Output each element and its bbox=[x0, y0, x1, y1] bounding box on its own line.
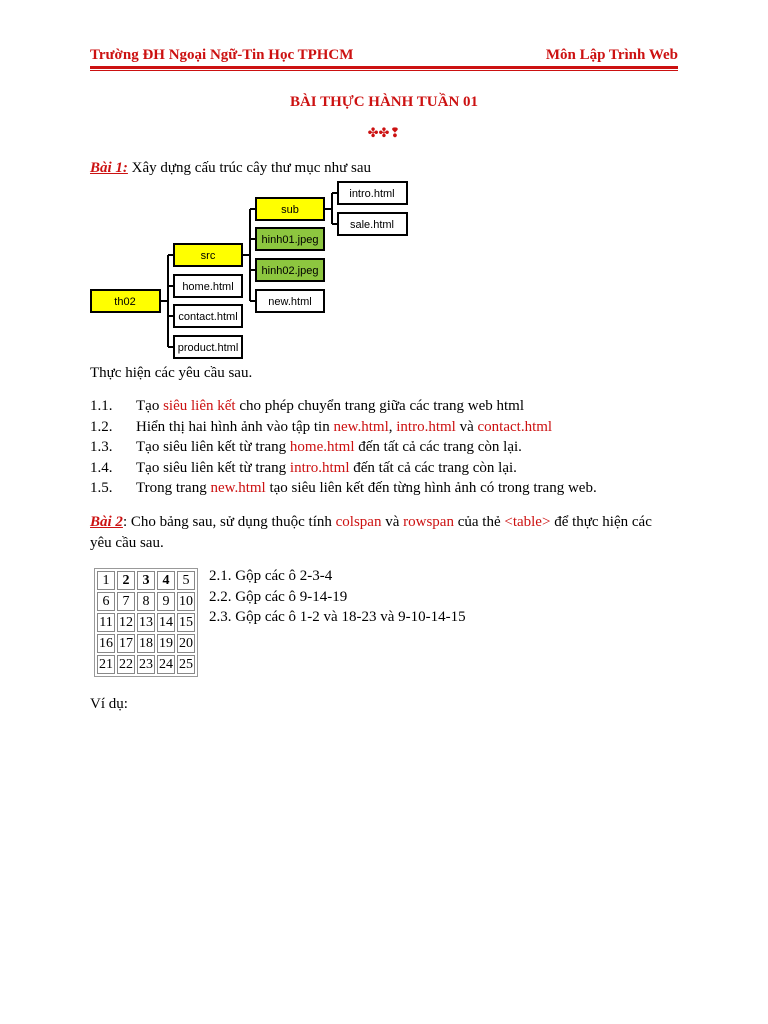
grid-cell: 23 bbox=[139, 657, 153, 672]
grid-row bbox=[97, 592, 195, 611]
grid-cell: 15 bbox=[179, 615, 193, 630]
bai1-text: Xây dựng cấu trúc cây thư mục như sau bbox=[127, 160, 371, 176]
tree-node-product-label: product.html bbox=[177, 342, 239, 354]
tree-node-hinh01 bbox=[256, 228, 324, 250]
task-text: đến tất cả các trang còn lại. bbox=[354, 439, 522, 456]
grid-row bbox=[97, 634, 195, 653]
bai2-task-2: 2.2. Gộp các ô 9-14-19 bbox=[209, 589, 348, 605]
bai2-task-3: 2.3. Gộp các ô 1-2 và 18-23 và 9-10-14-15 bbox=[209, 609, 466, 625]
bai2-heading-cont: yêu cầu sau. bbox=[90, 535, 164, 551]
task-highlight: intro.html bbox=[289, 459, 350, 476]
requirements-intro: Thực hiện các yêu cầu sau. bbox=[90, 365, 253, 381]
bai2-highlight: <table> bbox=[504, 514, 551, 530]
task-text: Hiển thị hai hình ảnh vào tập tin bbox=[136, 418, 334, 435]
task-text: đến tất cả các trang còn lại. bbox=[349, 459, 517, 476]
grid-row bbox=[97, 613, 195, 632]
bai2-heading bbox=[90, 512, 652, 532]
bai1-label: Bài 1: bbox=[90, 160, 128, 176]
task-number: 1.5. bbox=[90, 480, 113, 497]
bai2-label: Bài 2 bbox=[90, 514, 123, 530]
bai2-text bbox=[123, 514, 652, 530]
task-number: 1.4. bbox=[90, 459, 113, 476]
grid-cell: 11 bbox=[97, 613, 115, 632]
example-label: Ví dụ: bbox=[90, 696, 128, 712]
grid-cell: 21 bbox=[99, 657, 113, 672]
grid-cell: 4 bbox=[157, 571, 175, 590]
tree-node-new-label: new.html bbox=[268, 296, 312, 308]
grid-cell: 8 bbox=[137, 592, 155, 611]
tree-node-root bbox=[91, 290, 160, 312]
grid-cell: 9 bbox=[157, 592, 175, 611]
grid-cell: 14 bbox=[159, 615, 173, 630]
task-text: và bbox=[455, 418, 478, 435]
task-highlight: home.html bbox=[289, 439, 355, 456]
grid-cell: 10 bbox=[179, 594, 193, 609]
bai1-task-1 bbox=[90, 396, 597, 417]
grid-cell: 22 bbox=[119, 657, 133, 672]
tree-node-contact-label: contact.html bbox=[178, 311, 238, 323]
bai2-highlight: colspan bbox=[335, 514, 382, 530]
bai1-task-3 bbox=[90, 437, 597, 458]
task-highlight: siêu liên kết bbox=[163, 398, 236, 414]
bai2-text-part: để thực hiện các bbox=[550, 514, 652, 530]
task-text: Tạo siêu liên kết từ trang bbox=[136, 459, 290, 476]
grid-row bbox=[97, 571, 195, 590]
grid-cell: 18 bbox=[139, 636, 153, 651]
grid-cell: 2 bbox=[117, 571, 135, 590]
header-subject: Môn Lập Trình Web bbox=[545, 47, 678, 63]
bai2-text-part: : Cho bảng sau, sử dụng thuộc tính bbox=[122, 514, 336, 530]
page-title: BÀI THỰC HÀNH TUẦN 01 bbox=[289, 94, 479, 110]
bai1-task-5 bbox=[90, 478, 597, 499]
grid-cell: 24 bbox=[159, 657, 173, 672]
task-highlight: new.html bbox=[210, 480, 266, 497]
number-grid-wrap bbox=[94, 568, 198, 677]
task-text: tạo siêu liên kết đến từng hình ảnh có trong trang web. bbox=[265, 480, 597, 497]
bai1-tasks-list bbox=[90, 396, 597, 499]
tree-node-new bbox=[256, 290, 324, 312]
tree-node-hinh01-label: hinh01.jpeg bbox=[261, 234, 319, 246]
header-school: Trường ĐH Ngoại Ngữ-Tin Học TPHCM bbox=[90, 47, 354, 63]
tree-node-root-label: th02 bbox=[114, 296, 136, 308]
tree-node-product bbox=[174, 336, 242, 358]
tree-node-sale bbox=[338, 213, 407, 235]
folder-tree-diagram bbox=[0, 0, 768, 370]
task-number: 1.3. bbox=[90, 439, 113, 456]
grid-cell: 13 bbox=[139, 615, 153, 630]
tree-node-hinh02 bbox=[256, 259, 324, 281]
bai1-task-2 bbox=[90, 417, 597, 438]
bai2-task-1: 2.1. Gộp các ô 2-3-4 bbox=[209, 568, 333, 584]
task-number: 1.2. bbox=[90, 418, 113, 435]
tree-node-intro bbox=[338, 182, 407, 204]
tree-node-sale-label: sale.html bbox=[349, 219, 395, 231]
grid-cell: 3 bbox=[137, 571, 155, 590]
grid-cell: 1 bbox=[97, 571, 115, 590]
task-number: 1.1. bbox=[90, 398, 113, 414]
bai2-text-part: của thẻ bbox=[453, 514, 505, 530]
tree-node-src-label: src bbox=[200, 250, 216, 262]
task-text: cho phép chuyển trang giữa các trang web html bbox=[235, 398, 525, 414]
grid-cell: 20 bbox=[179, 636, 193, 651]
grid-cell: 25 bbox=[179, 657, 193, 672]
tree-node-home bbox=[174, 275, 242, 297]
grid-cell: 6 bbox=[97, 592, 115, 611]
task-highlight: intro.html bbox=[396, 418, 456, 435]
tree-node-contact bbox=[174, 305, 242, 327]
task-text: Trong trang bbox=[136, 480, 211, 497]
grid-row bbox=[97, 655, 195, 674]
grid-cell: 16 bbox=[99, 636, 113, 651]
task-highlight: new.html bbox=[333, 418, 389, 435]
ornament: ✤✤❢ bbox=[367, 125, 401, 140]
grid-cell: 19 bbox=[159, 636, 173, 651]
bai2-highlight: rowspan bbox=[403, 514, 454, 530]
tree-node-src bbox=[174, 244, 242, 266]
tree-node-sub-label: sub bbox=[281, 204, 299, 216]
task-highlight: contact.html bbox=[477, 418, 553, 435]
tree-node-hinh02-label: hinh02.jpeg bbox=[261, 265, 319, 277]
task-text: Tạo bbox=[136, 398, 164, 414]
bai2-text-part: và bbox=[381, 514, 404, 530]
tree-node-intro-label: intro.html bbox=[349, 188, 395, 200]
task-text: Tạo siêu liên kết từ trang bbox=[136, 439, 290, 456]
grid-cell: 17 bbox=[119, 636, 133, 651]
grid-cell: 12 bbox=[119, 615, 133, 630]
number-grid bbox=[94, 568, 198, 677]
task-text: , bbox=[388, 418, 397, 435]
grid-cell: 7 bbox=[117, 592, 135, 611]
bai1-task-4 bbox=[90, 458, 597, 479]
tree-node-sub bbox=[256, 198, 324, 220]
tree-node-home-label: home.html bbox=[182, 281, 234, 293]
grid-cell: 5 bbox=[177, 571, 195, 590]
